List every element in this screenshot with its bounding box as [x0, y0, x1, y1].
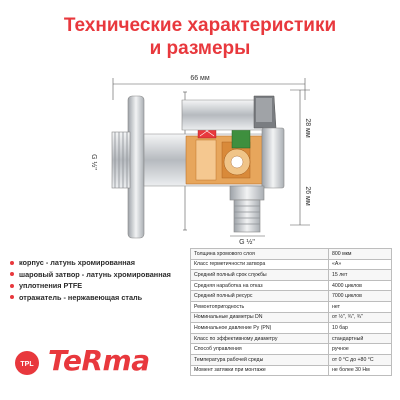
table-row [191, 354, 392, 365]
feature-list [10, 257, 205, 303]
spec-table [190, 248, 392, 376]
spec-label: Температура рабочей среды [191, 354, 329, 365]
valve-body [144, 124, 262, 186]
spec-value: ручное [329, 344, 392, 355]
spec-label: Средний полный срок службы [191, 270, 329, 281]
height-bottom-dimension: 26 мм [304, 186, 311, 206]
feature-item: шаровый затвор - латунь хромированная [10, 269, 205, 281]
spec-label: Класс герметичности затвора [191, 259, 329, 270]
height-top-dimension: 28 мм [304, 118, 311, 138]
spec-value: 10 бар [329, 323, 392, 334]
table-row [191, 270, 392, 281]
brand-logo [14, 338, 150, 388]
valve-handle [182, 96, 276, 130]
table-row [191, 291, 392, 302]
spec-value: от ½", ¾", ¾" [329, 312, 392, 323]
brand-name: TeRma [48, 344, 150, 377]
title-line-1: Технические характеристики [63, 15, 337, 36]
table-row [191, 259, 392, 270]
table-row [191, 280, 392, 291]
table-row [191, 333, 392, 344]
spec-value: стандартный [329, 333, 392, 344]
inlet-thread [112, 132, 130, 188]
spec-label: Средняя наработка на отказ [191, 280, 329, 291]
spec-label: Номинальное давление Py (PN) [191, 323, 329, 334]
spec-label: Класс по эффективному диаметру [191, 333, 329, 344]
outlet-thread [230, 186, 264, 232]
brand-mark-text: TPL [20, 361, 34, 368]
feature-item: отражатель - нержавеющая сталь [10, 292, 205, 304]
title-line-2: и размеры [149, 38, 251, 59]
spec-label: Момент затяжки при монтаже [191, 365, 329, 376]
spec-value: нет [329, 301, 392, 312]
brand-mark-icon [14, 350, 40, 376]
spec-label: Ремонтопригодность [191, 301, 329, 312]
spec-value: 15 лет [329, 270, 392, 281]
table-row [191, 323, 392, 334]
spec-value: не более 30 Нм [329, 365, 392, 376]
wall-flange [128, 96, 144, 238]
thread-bottom-label: G ½" [239, 239, 255, 246]
table-row [191, 365, 392, 376]
table-row [191, 344, 392, 355]
spec-value: от 0 °С до +80 °С [329, 354, 392, 365]
thread-left-label: G ½" [90, 154, 97, 170]
spec-label: Способ управления [191, 344, 329, 355]
table-row [191, 301, 392, 312]
spec-value: 800 мкм [329, 249, 392, 260]
valve-cap [262, 128, 284, 188]
spec-value: 7000 циклов [329, 291, 392, 302]
table-row [191, 249, 392, 260]
width-dimension: 66 мм [190, 75, 210, 82]
spec-label: Средний полный ресурс [191, 291, 329, 302]
spec-value: «А» [329, 259, 392, 270]
table-row [191, 312, 392, 323]
feature-item: уплотнения PTFE [10, 280, 205, 292]
spec-label: Толщина хромового слоя [191, 249, 329, 260]
spec-label: Номинальные диаметры DN [191, 312, 329, 323]
spec-value: 4000 циклов [329, 280, 392, 291]
feature-item: корпус - латунь хромированная [10, 257, 205, 269]
